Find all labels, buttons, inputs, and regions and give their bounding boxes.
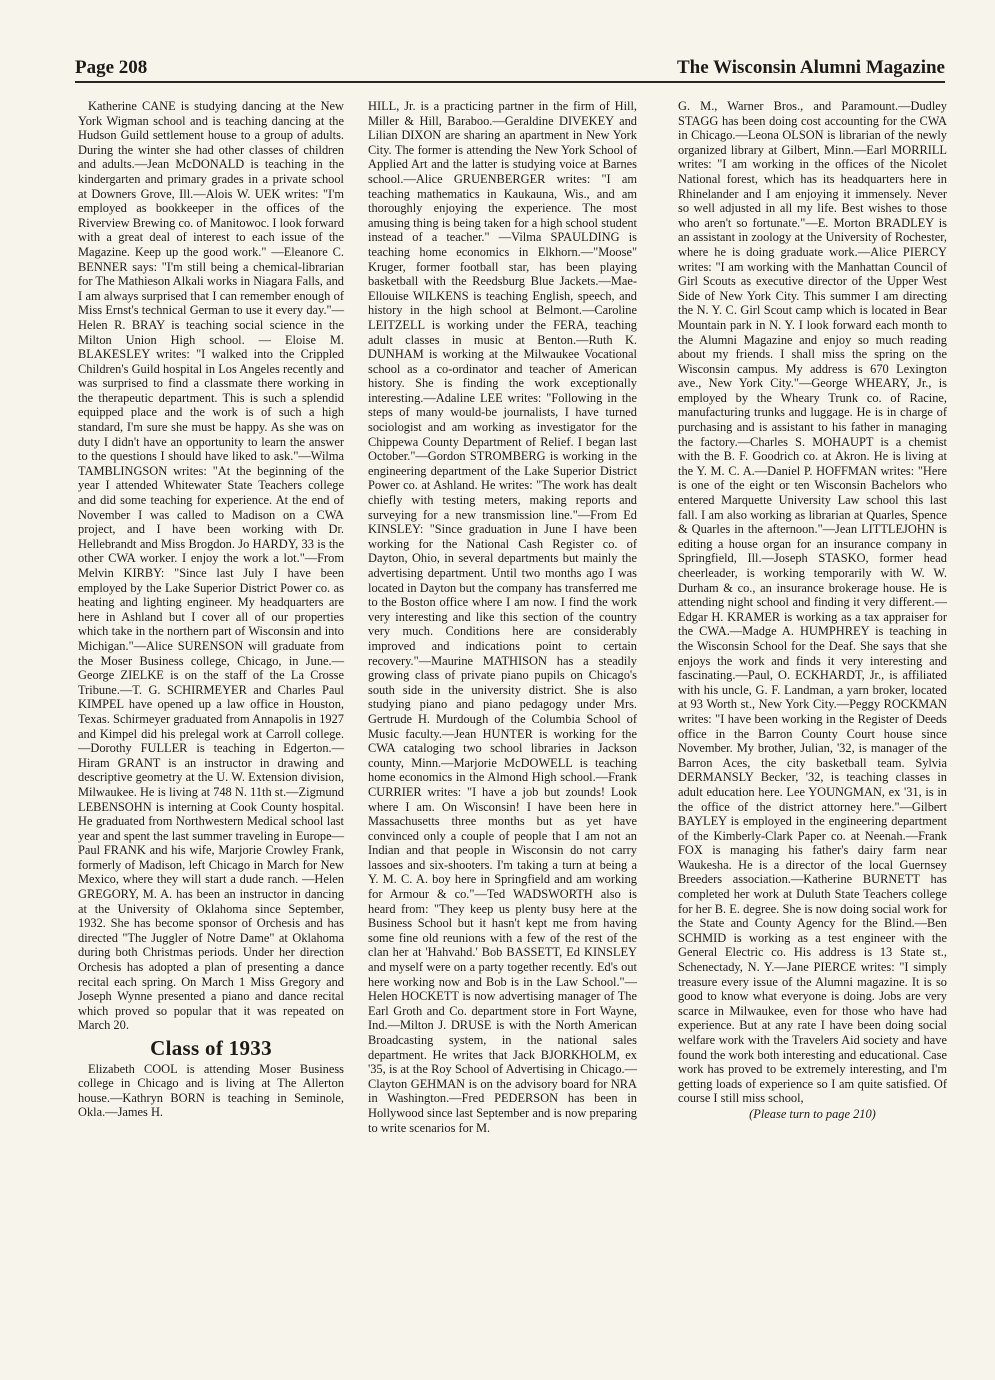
column-2-text: HILL, Jr. is a practicing partner in the firm of Hill, Miller & Hill, Baraboo.—Geraldine DIVEKEY and Lilian DIXON are sharing an apartment in New York City. The former is attending the New York School of Applied Art and the latter is studying voice at Barnes school.—Alice GRUENBERGER writes: "I am teaching mathematics in Kaukauna, Wis., and am thoroughly enjoying the experience. The most amusing thing is being taken for a high school student instead of a teacher." —Vilma SPAULDING is teaching home economics in Elkhorn.—"Moose" Kruger, former football star, has been playing basketball with the Reedsburg Blue Jackets.—Mae-Ellouise WILKENS is teaching English, speech, and history in the high school at Belmont.—Caroline LEITZELL is working under the FERA, teaching adult classes in music at Benton.—Ruth K. DUNHAM is working at the Milwaukee Vocational school as a co-ordinator and teacher of American history. She is finding the work exceptionally interesting.—Adaline LEE writes: "Following in the steps of many would-be journalists, I have turned sociologist and am working as investigator for the Chippewa County Department of Relief. I began last October."—Gordon STROMBERG is working in the engineering department of the Lake Superior District Power co. at Ashland. He writes: "The work has dealt chiefly with testing meters, making reports and surveying for a new transmission line."—From Ed KINSLEY: "Since graduation in June I have been working for the National Cash Register co. of Dayton, Ohio, in several departments but mainly the advertising department. Until two months ago I was located in Dayton but the company has transferred me to the Boston office where I am now. I find the work very interesting and like this section of the country very much. Conditions here are considerably improved and indications point to certain recovery."—Maurine MATHISON has a steadily growing class of private piano pupils on Chicago's south side in the university district. She is also studying piano and piano pedagogy under Mrs. Gertrude H. Murdough of the Columbia School of Music faculty.—Jean HUNTER is working for the CWA cataloging two school libraries in Jackson county, Minn.—Marjorie McDOWELL is teaching home economics in the Almond High school.—Frank CURRIER writes: "I have a job but zounds! Look where I am. On Wisconsin! I have been here in Massachusetts three months but as yet have convinced only a couple of people that I am not an Indian and that people in Wisconsin do not carry lassoes and six-shooters. I'm taking a turn at being a Y. M. C. A. boy here in Springfield and am working for Armour & co."—Ted WADSWORTH also is heard from: "They keep us plenty busy here at the Business School but it hasn't kept me from having some fine old reunions with a few of the rest of the clan her at 'Hahvahd.' Bob BASSETT, Ed KINSLEY and myself were on a party together recently. Ed's out here working now and Bob is in the Law School."—Helen HOCKETT is now advertising manager of The Earl Groth and Co. department store in Fort Wayne, Ind.—Milton J. DRUSE is with the North American Broadcasting system, in the national sales department. He writes that Jack BJORKHOLM, ex '35, is at the Roy School of Advertising in Chicago.—Clayton GEHMAN is on the advisory board for NRA in Washington.—Fred PEDERSON has been in Hollywood since last September and is now preparing to write scenarios for M. xyxy=(368,99,637,1135)
column-3-text: G. M., Warner Bros., and Paramount.—Dudley STAGG has been doing cost accounting for the CWA in Chicago.—Leona OLSON is librarian of the newly organized library at Gilbert, Minn.—Earl MORRILL writes: "I am working in the offices of the Nicolet National forest, which has its headquarters here in Rhinelander and I am enjoying it immensely. Never so well adjusted in all my life. Best wishes to those who aren't so fortunate."—E. Morton BRADLEY is an assistant in zoology at the University of Rochester, where he is doing graduate work.—Alice PIERCY writes: "I am working with the Manhattan Council of Girl Scouts as executive director of the Upper West Side of New York City. This summer I am directing the N. Y. C. Girl Scout camp which is located in Bear Mountain park in N. Y. I look forward each month to the Alumni Magazine and enjoy so much reading about my friends. I shall miss the spring on the Wisconsin campus. My address is 670 Lexington ave., New York City."—George WHEARY, Jr., is employed by the Wheary Trunk co. of Racine, manufacturing trunks and luggage. He is in charge of purchasing and is assistant to his father in managing the factory.—Charles S. MOHAUPT is a chemist with the B. F. Goodrich co. at Akron. He is living at the Y. M. C. A.—Daniel P. HOFFMAN writes: "Here is one of the eight or ten Wisconsin Bachelors who entered Marquette University Law school this last fall. I am also working as librarian at Quarles, Spence & Quarles in the afternoon."—Jean LITTLEJOHN is editing a house organ for an insurance company in Springfield, Ill.—Joseph STASKO, former head cheerleader, is working temporarily with W. W. Durham & co., an insurance brokerage house. He is attending night school and finding it very different.—Edgar H. KRAMER is working as a tax appraiser for the CWA.—Madge A. HUMPHREY is teaching in the Wisconsin School for the Deaf. She says that she enjoys the work and finds it very interesting and fascinating.—Paul, O. ECKHARDT, Jr., is affiliated with his uncle, G. F. Landman, a yarn broker, located at 93 Worth st., New York City.—Peggy ROCKMAN writes: "I have been working in the Register of Deeds office in the Barron County Court house since November. My brother, Julian, '32, is manager of the Barron Aces, the city basketball team. Sylvia DERMANSLY Becker, '32, is teaching classes in adult education here. Lee YOUNGMAN, ex '31, is in the office of the district attorney here."—Gilbert BAYLEY is employed in the engineering department of the Kimberly-Clark Paper co. at Neenah.—Frank FOX is managing his father's dairy farm near Waukesha. He is a director of the local Guernsey Breeders association.—Katherine BURNETT has completed her work at Duluth State Teachers college for her B. E. degree. She is now doing social work for the State and County Agency for the Blind.—Ben SCHMID is working as a test engineer with the General Electric co. His address is 13 State st., Schenectady, N. Y.—Jane PIERCE writes: "I simply treasure every issue of the Alumni magazine. It is so good to know what everyone is doing. Jobs are very scarce in Milwaukee, even for those who have had experience. But at any rate I have been doing social welfare work with the Travelers Aid society and have found the work both interesting and educational. Case work has proved to be extremely interesting, and I'm getting loads of experience so I am quite satisfied. Of course I still miss school, xyxy=(678,99,947,1106)
column-1-text: Katherine CANE is studying dancing at the New York Wigman school and is teaching dancing at the Hudson Guild settlement house to a group of adults. During the winter she had other classes of children and adults.—Jean McDONALD is teaching in the kindergarten and primary grades in a private school at Downers Grove, Ill.—Alois W. UEK writes: "I'm employed as bookkeeper in the offices of the Riverview Brewing co. of Manitowoc. I look forward with a great deal of interest to each issue of the Magazine. Keep up the good work." —Eleanore C. BENNER says: "I'm still being a chemical-librarian for The Mathieson Alkali works in Niagara Falls, and I am always surprised that I can remember enough of Miss Ernst's technical German to use it every day."—Helen R. BRAY is teaching social science in the Milton Union High school. — Eloise M. BLAKESLEY writes: "I walked into the Crippled Children's Guild hospital in Los Angeles recently and was surprised to find a classmate there working in the therapeutic department. This is such a splendid equipped place and the work is of such a high standard, I'm sure she must be happy. As she was on duty I didn't have an opportunity to learn the answer to the questions I should have liked to ask."—Wilma TAMBLINGSON writes: "At the beginning of the year I attended Whitewater State Teachers college and did some teaching for experience. At the end of November I was called to Madison on a CWA project, and I have been working with Dr. Hellebrandt and Miss Brogdon. Jo HARDY, 33 is the other CWA worker. I enjoy the work a lot."—From Melvin KIRBY: "Since last July I have been employed by the Lake Superior District Power co. as heating and lighting engineer. My headquarters are here in Ashland but I cover all of our properties which take in the northern part of Wisconsin and into Michigan."—Alice SURENSON will graduate from the Moser Business college, Chicago, in June.—George ZIELKE is on the staff of the La Crosse Tribune.—T. G. SCHIRMEYER and Charles Paul KIMPEL have opened up a law office in Houston, Texas. Schirmeyer graduated from Annapolis in 1927 and Kimpel did his prelegal work at Carroll college.—Dorothy FULLER is teaching in Edgerton.—Hiram GRANT is an instructor in drawing and descriptive geometry at the U. W. Extension division, Milwaukee. He is living at 748 N. 11th st.—Zigmund LEBENSOHN is interning at Cook County hospital. He graduated from Northwestern Medical school last year and spent the last summer traveling in Europe—Paul FRANK and his wife, Marjorie Crowley Frank, formerly of Madison, left Chicago in March for New Mexico, where they will start a dude ranch. —Helen GREGORY, M. A. has been an instructor in dancing at the University of Oklahoma since September, 1932. She has become sponsor of Orchesis and has directed "The Juggler of Notre Dame" at Oklahoma during both Christmas periods. Under her direction Orchesis has adopted a plan of presenting a dance recital each spring. On March 1 Miss Gregory and Joseph Wynne presented a piano and dance recital which proved so popular that it was repeated on March 20. xyxy=(78,99,344,1033)
column-1-section-text: Elizabeth COOL is attending Moser Business college in Chicago and is living at The Allerton house.—Kathryn BORN is teaching in Seminole, Okla.—James H. xyxy=(78,1061,344,1120)
page-number: Page 208 xyxy=(75,57,148,78)
magazine-title: The Wisconsin Alumni Magazine xyxy=(677,57,945,78)
page-header xyxy=(75,55,945,83)
column-3 xyxy=(678,99,947,1122)
column-1 xyxy=(78,99,344,1120)
section-heading-class-of-1933: Class of 1933 xyxy=(150,1036,272,1060)
column-2 xyxy=(368,99,637,1135)
continuation-note: (Please turn to page 210) xyxy=(749,1106,876,1121)
